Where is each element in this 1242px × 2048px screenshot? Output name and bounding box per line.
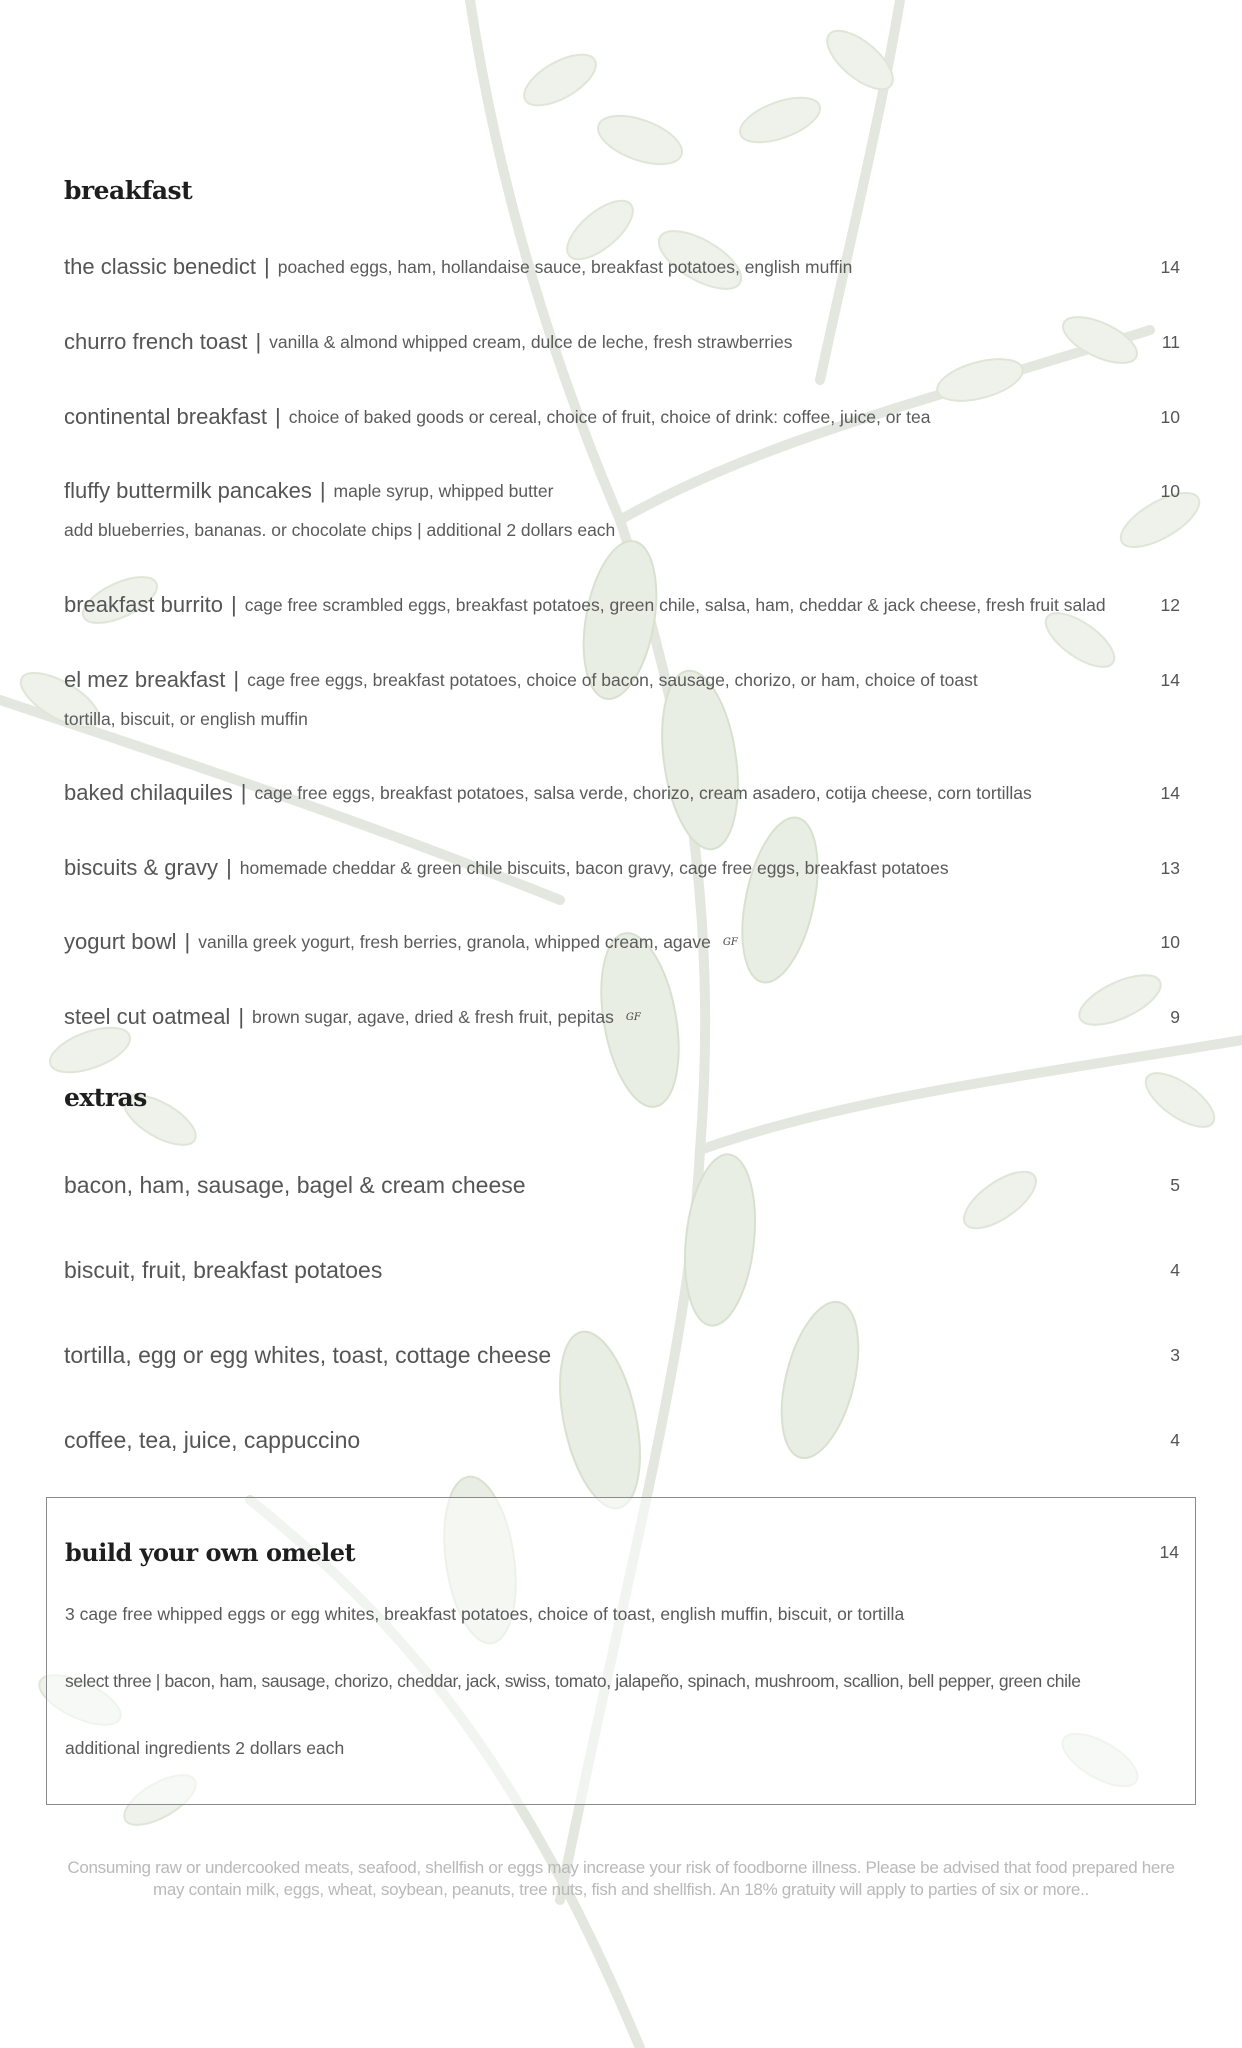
menu-item-biscuits-gravy — [64, 848, 1180, 888]
item-price: 4 — [1170, 1259, 1180, 1280]
item-description: choice of baked goods or cereal, choice of fruit, choice of drink: coffee, juice, or tea — [288, 406, 931, 427]
extra-item-coffee-tea — [64, 1420, 1180, 1460]
allergen-disclaimer — [40, 1857, 1202, 1901]
separator: | — [240, 780, 247, 805]
item-price: 9 — [1170, 1006, 1180, 1027]
menu-item-baked-chilaquiles — [64, 773, 1180, 813]
omelet-select-three: select three | bacon, ham, sausage, chorizo, cheddar, jack, swiss, tomato, jalapeño, spinach, mushroom, scallion, bell pepper, green chile — [65, 1671, 1081, 1691]
omelet-price: 14 — [1159, 1542, 1179, 1562]
menu-item-classic-benedict — [64, 247, 1180, 287]
disclaimer-line-2: may contain milk, eggs, wheat, soybean, peanuts, tree nuts, fish and shellfish. An 18% gratuity will apply to parties of six or more.. — [153, 1880, 1089, 1899]
item-price: 12 — [1160, 594, 1180, 615]
item-name: el mez breakfast — [64, 667, 226, 692]
item-description: cage free eggs, breakfast potatoes, salsa verde, chorizo, cream asadero, cotija cheese, corn tortillas — [254, 782, 1032, 803]
item-name: fluffy buttermilk pancakes — [64, 478, 312, 503]
item-price: 10 — [1160, 931, 1180, 952]
omelet-description: 3 cage free whipped eggs or egg whites, breakfast potatoes, choice of toast, english muffin, biscuit, or tortilla — [65, 1604, 905, 1624]
item-subline-pancakes: add blueberries, bananas. or chocolate chips | additional 2 dollars each — [64, 520, 616, 540]
separator: | — [275, 404, 281, 429]
item-price: 4 — [1170, 1429, 1180, 1450]
separator: | — [226, 855, 232, 880]
separator: | — [264, 254, 270, 279]
item-name: coffee, tea, juice, cappuccino — [64, 1426, 361, 1453]
item-name: biscuit, fruit, breakfast potatoes — [64, 1256, 383, 1283]
menu-item-steel-cut-oatmeal — [64, 997, 1180, 1037]
item-description: brown sugar, agave, dried & fresh fruit, pepitas — [252, 1006, 614, 1027]
item-price: 11 — [1161, 331, 1180, 352]
item-price: 13 — [1160, 857, 1180, 878]
omelet-additional: additional ingredients 2 dollars each — [65, 1738, 345, 1758]
extra-item-biscuit-fruit — [64, 1250, 1180, 1290]
item-name: biscuits & gravy — [64, 855, 219, 880]
menu-item-breakfast-burrito — [64, 585, 1180, 625]
item-price: 5 — [1170, 1174, 1180, 1195]
item-name: steel cut oatmeal — [64, 1004, 231, 1029]
item-subline-el-mez: tortilla, biscuit, or english muffin — [64, 709, 308, 729]
menu-item-continental-breakfast — [64, 397, 1180, 437]
gluten-free-tag: GF — [722, 936, 738, 948]
item-description: maple syrup, whipped butter — [333, 480, 554, 501]
item-price: 10 — [1160, 406, 1180, 427]
item-name: the classic benedict — [64, 254, 256, 279]
item-price: 14 — [1160, 669, 1180, 690]
menu-item-yogurt-bowl — [64, 922, 1180, 962]
item-description: vanilla & almond whipped cream, dulce de leche, fresh strawberries — [269, 331, 793, 352]
disclaimer-line-1: Consuming raw or undercooked meats, seafood, shellfish or eggs may increase your risk of foodborne illness. Please be advised that food prepared here — [67, 1858, 1175, 1877]
menu-item-el-mez-breakfast — [64, 660, 1180, 700]
separator: | — [184, 929, 191, 954]
separator: | — [319, 478, 326, 503]
item-description: cage free eggs, breakfast potatoes, choice of bacon, sausage, chorizo, or ham, choice of toast — [247, 669, 978, 690]
item-price: 3 — [1170, 1344, 1180, 1365]
item-name: bacon, ham, sausage, bagel & cream cheese — [64, 1171, 526, 1198]
item-description: homemade cheddar & green chile biscuits, bacon gravy, cage free eggs, breakfast potatoes — [239, 857, 949, 878]
omelet-box — [46, 1497, 1196, 1805]
item-description: poached eggs, ham, hollandaise sauce, breakfast potatoes, english muffin — [277, 256, 853, 277]
separator: | — [255, 329, 262, 354]
item-name: tortilla, egg or egg whites, toast, cottage cheese — [64, 1341, 552, 1368]
item-name: baked chilaquiles — [64, 780, 233, 805]
separator: | — [233, 667, 240, 692]
item-price: 14 — [1160, 782, 1180, 803]
item-price: 14 — [1160, 256, 1180, 277]
item-description: vanilla greek yogurt, fresh berries, granola, whipped cream, agave — [198, 931, 711, 952]
separator: | — [230, 592, 237, 617]
item-name: churro french toast — [64, 329, 248, 354]
item-description: cage free scrambled eggs, breakfast potatoes, green chile, salsa, ham, cheddar & jack cheese, fresh fruit salad — [244, 594, 1106, 615]
item-name: breakfast burrito — [64, 592, 223, 617]
item-price: 10 — [1160, 480, 1180, 501]
omelet-heading: build your own omelet — [65, 1538, 356, 1567]
item-name: yogurt bowl — [64, 929, 177, 954]
separator: | — [238, 1004, 245, 1029]
extra-item-tortilla-egg — [64, 1335, 1180, 1375]
gluten-free-tag: GF — [625, 1011, 641, 1023]
extra-item-bacon-ham — [64, 1165, 1180, 1205]
menu-item-churro-french-toast — [64, 322, 1180, 362]
breakfast-heading: breakfast — [64, 176, 193, 205]
extras-heading: extras — [64, 1083, 147, 1112]
item-name: continental breakfast — [64, 404, 268, 429]
menu-item-buttermilk-pancakes — [64, 471, 1180, 511]
